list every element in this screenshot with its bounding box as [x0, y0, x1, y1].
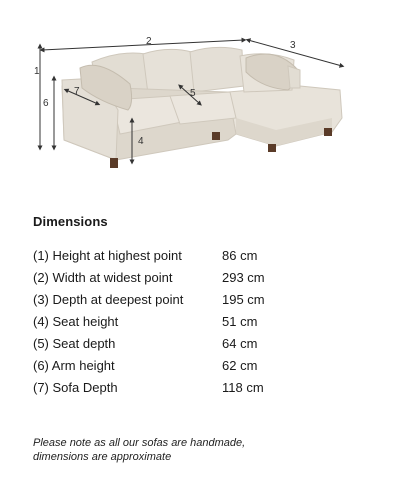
note-line: Please note as all our sofas are handmade, — [33, 437, 246, 449]
dimension-row — [33, 288, 333, 310]
marker-1: 1 — [34, 66, 40, 77]
dimension-value: 195 cm — [222, 291, 265, 307]
dimension-row — [33, 376, 333, 398]
dimension-row — [33, 354, 333, 376]
sofa-leg — [324, 128, 332, 136]
dimensions-list — [33, 244, 333, 398]
sofa-leg — [268, 144, 276, 152]
dimension-label: (7) Sofa Depth — [33, 379, 118, 395]
dimension-label: (3) Depth at deepest point — [33, 291, 184, 307]
dimension-row — [33, 332, 333, 354]
dimension-row — [33, 244, 333, 266]
dimension-value: 51 cm — [222, 313, 258, 329]
dimension-value: 293 cm — [222, 269, 265, 285]
sofa-dimension-illustration — [0, 0, 400, 200]
marker-3: 3 — [290, 40, 296, 51]
dimension-value: 64 cm — [222, 335, 258, 351]
dimensions-heading: Dimensions — [33, 214, 108, 229]
dimension-label: (6) Arm height — [33, 357, 115, 373]
marker-4: 4 — [138, 136, 144, 147]
sofa-leg — [212, 132, 220, 140]
marker-6: 6 — [43, 98, 49, 109]
dimension-label: (4) Seat height — [33, 313, 119, 329]
handmade-note — [33, 436, 373, 464]
sofa-back-cushion — [190, 47, 244, 92]
note-line: dimensions are approximate — [33, 451, 172, 463]
dimension-label: (1) Height at highest point — [33, 247, 182, 263]
sofa-seat-cushion — [170, 92, 236, 124]
sofa-leg — [110, 158, 118, 168]
dimension-value: 62 cm — [222, 357, 258, 373]
dimension-label: (2) Width at widest point — [33, 269, 173, 285]
dimension-label: (5) Seat depth — [33, 335, 116, 351]
marker-7: 7 — [74, 86, 80, 97]
marker-5: 5 — [190, 88, 196, 99]
dimension-row — [33, 266, 333, 288]
dimension-value: 86 cm — [222, 247, 258, 263]
dimension-value: 118 cm — [222, 379, 264, 395]
sofa-back-cushion — [143, 49, 196, 94]
dimension-row — [33, 310, 333, 332]
marker-2: 2 — [146, 36, 152, 47]
